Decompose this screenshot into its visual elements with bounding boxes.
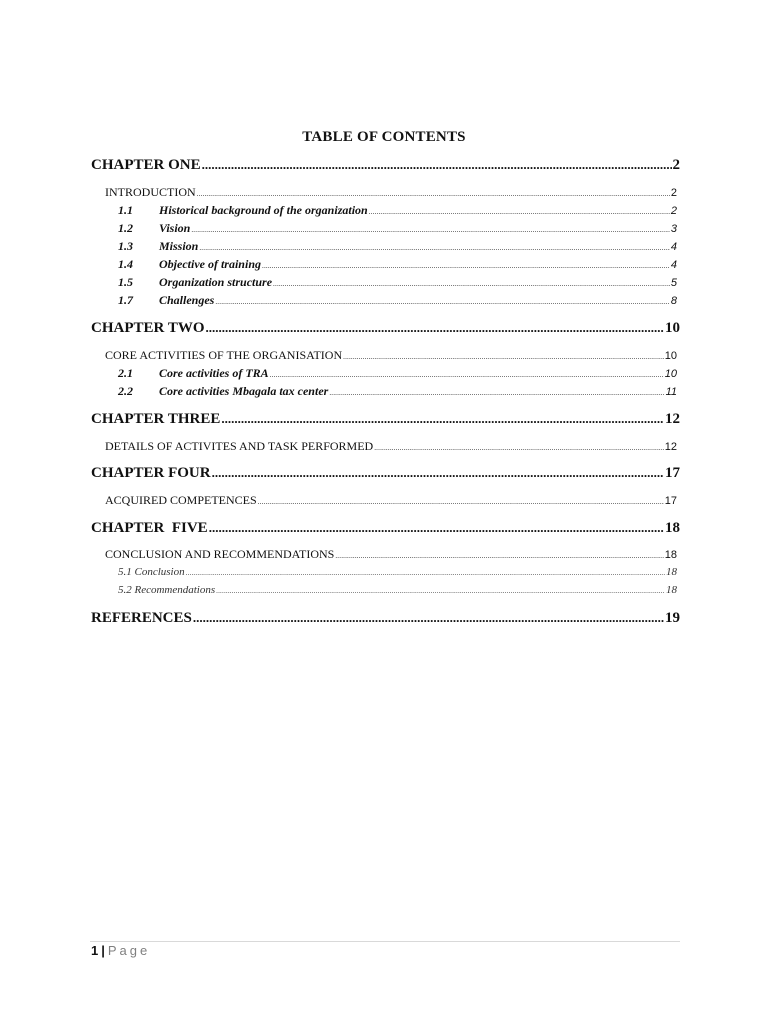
toc-entry-label: INTRODUCTION (105, 185, 196, 199)
toc-entry-label: REFERENCES (91, 610, 192, 626)
dot-leader (329, 389, 664, 397)
toc-entry-1-4[interactable] (118, 257, 677, 272)
toc-entry-details-of-activities[interactable] (105, 439, 677, 454)
toc-entry-conclusion-recommendations[interactable] (105, 547, 677, 562)
toc-entry-page: 10 (665, 320, 680, 336)
toc-entry-page: 18 (666, 584, 677, 596)
toc-entry-page: 8 (670, 295, 677, 307)
toc-entry-label: Historical background of the organization (159, 203, 368, 217)
toc-entry-label: Vision (159, 221, 191, 235)
footer-divider (90, 941, 680, 942)
toc-entry-label: Core activities of TRA (159, 366, 269, 380)
toc-entry-label: 5.2 Recommendations (118, 584, 216, 596)
toc-entry-label: CHAPTER FIVE (91, 520, 208, 536)
toc-entry-label: Organization structure (159, 275, 273, 289)
dot-leader (221, 411, 664, 427)
toc-entry-5-2[interactable] (118, 584, 677, 596)
toc-entry-references[interactable] (91, 610, 680, 627)
dot-leader (215, 298, 670, 306)
toc-entry-label: CHAPTER ONE (91, 157, 201, 173)
dot-leader (191, 226, 670, 234)
dot-leader (209, 520, 664, 536)
toc-entry-number: 1.5 (118, 275, 133, 289)
toc-entry-label: 5.1 Conclusion (118, 566, 185, 578)
toc-entry-1-3[interactable] (118, 239, 677, 254)
toc-entry-chapter-two[interactable] (91, 320, 680, 337)
toc-entry-number: 1.4 (118, 257, 133, 271)
toc-entry-label: CHAPTER FOUR (91, 465, 211, 481)
toc-title: TABLE OF CONTENTS (302, 129, 466, 145)
dot-leader (335, 552, 663, 560)
dot-leader (270, 371, 664, 379)
toc-entry-page: 18 (664, 549, 677, 561)
toc-entry-number: 1.2 (118, 221, 133, 235)
toc-entry-2-1[interactable] (118, 366, 677, 381)
toc-entry-1-5[interactable] (118, 275, 677, 290)
toc-entry-number: 2.2 (118, 384, 133, 398)
page-footer (91, 943, 150, 958)
toc-entry-number: 1.1 (118, 203, 133, 217)
toc-entry-page: 19 (665, 610, 680, 626)
toc-entry-page: 2 (670, 205, 677, 217)
toc-entry-label: Mission (159, 239, 199, 253)
dot-leader (369, 208, 670, 216)
toc-entry-label: Objective of training (159, 257, 261, 271)
toc-entry-page: 18 (665, 520, 680, 536)
toc-entry-label: Core activities Mbagala tax center (159, 384, 329, 398)
toc-entry-label: ACQUIRED COMPETENCES (105, 493, 257, 507)
dot-leader (343, 353, 664, 361)
toc-entry-chapter-one[interactable] (91, 157, 680, 174)
toc-entry-page: 17 (665, 465, 680, 481)
toc-entry-label: DETAILS OF ACTIVITES AND TASK PERFORMED (105, 439, 374, 453)
toc-entry-page: 5 (670, 277, 677, 289)
toc-entry-1-2[interactable] (118, 221, 677, 236)
dot-leader (273, 280, 670, 288)
toc-entry-page: 2 (672, 157, 680, 173)
toc-entry-page: 10 (664, 368, 677, 380)
toc-entry-page: 12 (665, 411, 680, 427)
toc-entry-chapter-five[interactable] (91, 520, 680, 537)
toc-entry-label: CHAPTER TWO (91, 320, 205, 336)
footer-page-number: 1 (91, 943, 99, 958)
toc-entry-page: 11 (665, 386, 677, 398)
dot-leader (216, 587, 665, 595)
toc-entry-label: Challenges (159, 293, 215, 307)
toc-entry-1-1[interactable] (118, 203, 677, 218)
footer-page-word: Page (107, 943, 151, 958)
dot-leader (186, 569, 665, 577)
dot-leader (202, 157, 672, 173)
toc-entry-label: CHAPTER THREE (91, 411, 221, 427)
toc-entry-page: 3 (670, 223, 677, 235)
toc-entry-page: 17 (664, 495, 677, 507)
toc-entry-page: 18 (666, 566, 677, 578)
dot-leader (258, 498, 664, 506)
toc-entry-page: 4 (670, 259, 677, 271)
footer-separator: | (101, 943, 105, 958)
toc-entry-page: 4 (670, 241, 677, 253)
dot-leader (374, 444, 664, 452)
toc-entry-page: 2 (670, 187, 677, 199)
dot-leader (206, 320, 665, 336)
dot-leader (262, 262, 670, 270)
toc-entry-2-2[interactable] (118, 384, 677, 399)
dot-leader (199, 244, 670, 252)
toc-entry-5-1[interactable] (118, 566, 677, 578)
toc-entry-acquired-competences[interactable] (105, 493, 677, 508)
toc-entry-page: 12 (664, 441, 677, 453)
dot-leader (193, 610, 664, 626)
toc-entry-chapter-four[interactable] (91, 465, 680, 482)
toc-entry-number: 1.3 (118, 239, 133, 253)
dot-leader (212, 465, 664, 481)
toc-entry-number: 1.7 (118, 293, 133, 307)
dot-leader (197, 190, 670, 198)
toc-entry-page: 10 (664, 350, 677, 362)
toc-entry-1-7[interactable] (118, 293, 677, 308)
toc-entry-introduction[interactable] (105, 185, 677, 200)
toc-entry-chapter-three[interactable] (91, 411, 680, 428)
toc-entry-core-activities[interactable] (105, 348, 677, 363)
toc-entry-label: CORE ACTIVITIES OF THE ORGANISATION (105, 348, 343, 362)
toc-entry-label: CONCLUSION AND RECOMMENDATIONS (105, 547, 335, 561)
toc-entry-number: 2.1 (118, 366, 133, 380)
